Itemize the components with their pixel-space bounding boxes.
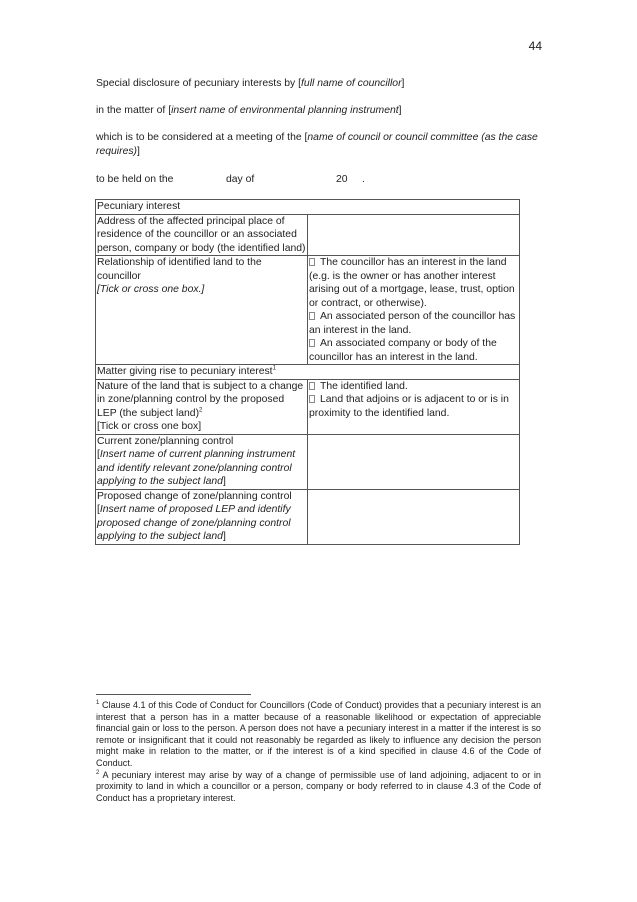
table-row bbox=[96, 434, 520, 489]
tick-box[interactable] bbox=[309, 339, 315, 347]
meeting-date-line bbox=[96, 174, 546, 188]
council-name-placeholder: name of council or council committee (as the case requires) bbox=[96, 132, 538, 157]
tick-box[interactable] bbox=[309, 382, 315, 390]
nature-options-cell bbox=[308, 379, 520, 434]
relationship-option-text: An associated person of the councillor has an interest in the land. bbox=[309, 311, 516, 336]
matter-label-cell bbox=[96, 365, 520, 380]
current-zone-label: Current zone/planning control bbox=[97, 435, 234, 447]
proposed-change-instruction: Insert name of proposed LEP and identify proposed change of zone/planning control applying to the subject land bbox=[97, 504, 291, 542]
relationship-label-cell bbox=[96, 256, 308, 365]
table-header: Pecuniary interest bbox=[96, 200, 520, 215]
nature-option-text: The identified land. bbox=[320, 380, 408, 392]
meeting-line bbox=[96, 131, 546, 159]
bracket-close: ] bbox=[222, 531, 226, 542]
current-zone-instruction: Insert name of current planning instrument and identify relevant zone/planning control applying to the subject land bbox=[97, 449, 296, 487]
table-row bbox=[96, 379, 520, 434]
intro-line3-text: which is to be considered at a meeting of the [ bbox=[96, 132, 308, 143]
relationship-option bbox=[309, 310, 518, 337]
footnote-text: Clause 4.1 of this Code of Conduct for Councillors (Code of Conduct) provides that a pecuniary interest is an interest that a person has in a matter because of a reasonable likelihood or expectation of appreciable financial gain or loss to the person. A person does not have a pecuniary interest in a matter if the interest is so remote or insignificant that it could not reasonably be regarded as likely to influence any decision the person might make in relation to the matter, or if the interest is of a kind specified in clause 4.6 of the Code of Conduct. bbox=[96, 700, 541, 768]
tick-box[interactable] bbox=[309, 312, 315, 320]
nature-option bbox=[309, 393, 518, 420]
address-entry-cell[interactable] bbox=[308, 214, 520, 256]
footnote bbox=[96, 700, 541, 770]
intro-line3-end: ] bbox=[137, 146, 140, 157]
footnote-text: A pecuniary interest may arise by way of a change of permissible use of land adjoining, adjacent to or in proximity to land in which a councillor or a person, company or body referred to in clause 4.3 of the Code of Conduct has a proprietary interest. bbox=[96, 769, 541, 803]
address-label: Address of the affected principal place of residence of the councillor or an associated person, company or body (the identified land) bbox=[97, 215, 306, 254]
nature-label-cell bbox=[96, 379, 308, 434]
current-zone-entry-cell[interactable] bbox=[308, 434, 520, 489]
footnote-number: 1 bbox=[96, 699, 100, 706]
instrument-name-placeholder: insert name of environmental planning instrument bbox=[171, 105, 399, 116]
held-year: 20 bbox=[336, 174, 348, 185]
bracket-open: [ bbox=[97, 504, 100, 515]
disclosure-name-line bbox=[96, 77, 546, 91]
tick-box[interactable] bbox=[309, 395, 315, 403]
relationship-option bbox=[309, 337, 518, 364]
nature-instruction: [Tick or cross one box] bbox=[97, 421, 202, 432]
footnote bbox=[96, 770, 541, 805]
footnote-divider bbox=[96, 694, 251, 695]
intro-line2-text: in the matter of [ bbox=[96, 105, 172, 116]
planning-instrument-line bbox=[96, 104, 546, 118]
relationship-option bbox=[309, 256, 518, 310]
bracket-open: [ bbox=[97, 449, 100, 460]
table-row bbox=[96, 214, 520, 256]
current-zone-label-cell bbox=[96, 434, 308, 489]
nature-label: Nature of the land that is subject to a change in zone/planning control by the proposed LEP (the subject land) bbox=[97, 380, 304, 419]
held-period: . bbox=[362, 174, 365, 185]
held-prefix: to be held on the bbox=[96, 174, 174, 185]
proposed-change-entry-cell[interactable] bbox=[308, 489, 520, 544]
matter-label: Matter giving rise to pecuniary interest bbox=[97, 366, 273, 377]
table-row bbox=[96, 256, 520, 365]
councillor-name-placeholder: full name of councillor bbox=[301, 78, 402, 89]
nature-option bbox=[309, 380, 518, 394]
relationship-options-cell bbox=[308, 256, 520, 365]
relationship-option-text: An associated company or body of the councillor has an interest in the land. bbox=[309, 338, 497, 363]
relationship-instruction: [Tick or cross one box.] bbox=[97, 284, 205, 295]
bracket-close: ] bbox=[222, 476, 226, 487]
table-row bbox=[96, 200, 520, 215]
held-day-label: day of bbox=[226, 174, 255, 185]
footnote-ref: 1 bbox=[272, 365, 276, 372]
proposed-change-label-cell bbox=[96, 489, 308, 544]
proposed-change-label: Proposed change of zone/planning control bbox=[97, 490, 292, 502]
relationship-label: Relationship of identified land to the councillor bbox=[97, 257, 262, 282]
pecuniary-interest-table bbox=[95, 199, 520, 545]
footnote-number: 2 bbox=[96, 769, 100, 776]
intro-line1-end: ] bbox=[401, 78, 405, 89]
relationship-option-text: The councillor has an interest in the land (e.g. is the owner or has another interest arising out of a mortgage, lease, trust, option or contract, or otherwise). bbox=[309, 257, 515, 309]
intro-line2-end: ] bbox=[398, 105, 402, 116]
nature-option-text: Land that adjoins or is adjacent to or is in proximity to the identified land. bbox=[309, 394, 509, 419]
intro-line1-text: Special disclosure of pecuniary interests by [ bbox=[96, 78, 302, 89]
tick-box[interactable] bbox=[309, 258, 315, 266]
footnote-ref: 2 bbox=[199, 407, 203, 414]
page-number: 44 bbox=[528, 39, 542, 53]
table-row bbox=[96, 365, 520, 380]
footnotes bbox=[96, 700, 541, 804]
table-row bbox=[96, 489, 520, 544]
